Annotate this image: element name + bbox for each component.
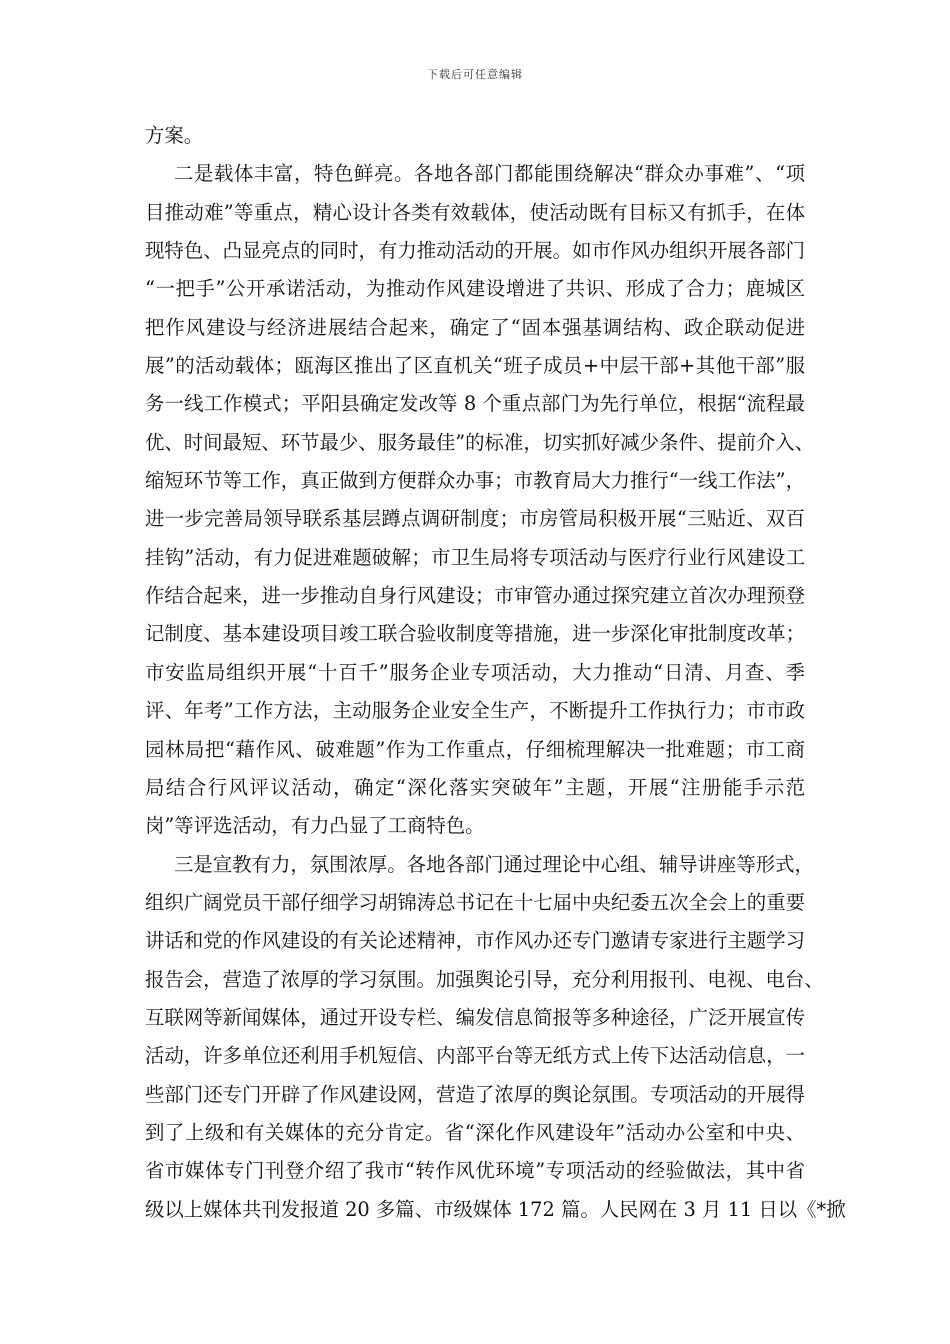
paragraph [145, 117, 805, 155]
text-line: 讲话和党的作风建设的有关论述精神，市作风办还专门邀请专家进行主题学习 [145, 929, 805, 953]
page-header: 下载后可任意编辑 [427, 68, 523, 81]
text-line: 组织广阔党员干部仔细学习胡锦涛总书记在十七届中央纪委五次全会上的重要 [145, 890, 805, 914]
text-line: 记制度、基本建设项目竣工联合验收制度等措施，进一步深化审批制度改革； [145, 622, 805, 646]
text-line: 省市媒体专门刊登介绍了我市“转作风优环境”专项活动的经验做法，其中省 [145, 1159, 805, 1183]
text-line: 园林局把“藉作风、破难题”作为工作重点，仔细梳理解决一批难题；市工商 [145, 737, 805, 761]
text-line: 进一步完善局领导联系基层蹲点调研制度；市房管局积极开展“三贴近、双百 [145, 507, 805, 531]
text-line: 展”的活动载体；瓯海区推出了区直机关“班子成员+中层干部+其他干部”服 [145, 354, 805, 378]
text-line: 务一线工作模式；平阳县确定发改等 8 个重点部门为先行单位，根据“流程最 [145, 392, 805, 416]
text-line: 方案。 [145, 124, 204, 147]
text-line: 缩短环节等工作，真正做到方便群众办事；市教育局大力推行“一线工作法”， [145, 469, 805, 493]
text-line: 些部门还专门开辟了作风建设网，营造了浓厚的舆论氛围。专项活动的开展得 [145, 1082, 805, 1106]
text-line: 到了上级和有关媒体的充分肯定。省“深化作风建设年”活动办公室和中央、 [145, 1120, 805, 1144]
text-line: 优、时间最短、环节最少、服务最佳”的标准，切实抓好减少条件、提前介入、 [145, 430, 815, 454]
text-line: 级以上媒体共刊发报道 20 多篇、市级媒体 172 篇。人民网在 3 月 11 日以《*掀 [145, 1197, 846, 1221]
text-line: 报告会，营造了浓厚的学习氛围。加强舆论引导，充分利用报刊、电视、电台、 [145, 967, 824, 991]
paragraph [145, 155, 815, 845]
text-line: 二是载体丰富，特色鲜亮。各地各部门都能围绕解决“群众办事难”、“项 [174, 162, 805, 186]
text-line: 作结合起来，进一步推动自身行风建设；市审管办通过探究建立首次办理预登 [145, 584, 805, 608]
text-line: 评、年考”工作方法，主动服务企业安全生产，不断提升工作执行力；市市政 [145, 699, 805, 723]
text-line: 活动，许多单位还利用手机短信、内部平台等无纸方式上传下达活动信息，一 [145, 1044, 805, 1068]
text-line: 互联网等新闻媒体，通过开设专栏、编发信息简报等多种途径，广泛开展宣传 [145, 1005, 805, 1029]
text-line: 三是宣教有力，氛围浓厚。各地各部门通过理论中心组、辅导讲座等形式， [174, 852, 814, 876]
text-line: 目推动难”等重点，精心设计各类有效载体，使活动既有目标又有抓手，在体 [145, 200, 805, 224]
text-line: 市安监局组织开展“十百千”服务企业专项活动，大力推动“日清、月查、季 [145, 660, 805, 684]
text-line: 局结合行风评议活动，确定“深化落实突破年”主题，开展“注册能手示范 [145, 775, 805, 799]
text-line: “一把手”公开承诺活动，为推动作风建设增进了共识、形成了合力；鹿城区 [145, 277, 805, 301]
text-line: 把作风建设与经济进展结合起来，确定了“固本强基调结构、政企联动促进 [145, 315, 805, 339]
text-line: 岗”等评选活动，有力凸显了工商特色。 [145, 814, 485, 838]
text-line: 现特色、凸显亮点的同时，有力推动活动的开展。如市作风办组织开展各部门 [145, 239, 805, 263]
text-line: 挂钩”活动，有力促进难题破解；市卫生局将专项活动与医疗行业行风建设工 [145, 545, 805, 569]
paragraph [145, 846, 846, 1229]
document-body [145, 117, 846, 1229]
